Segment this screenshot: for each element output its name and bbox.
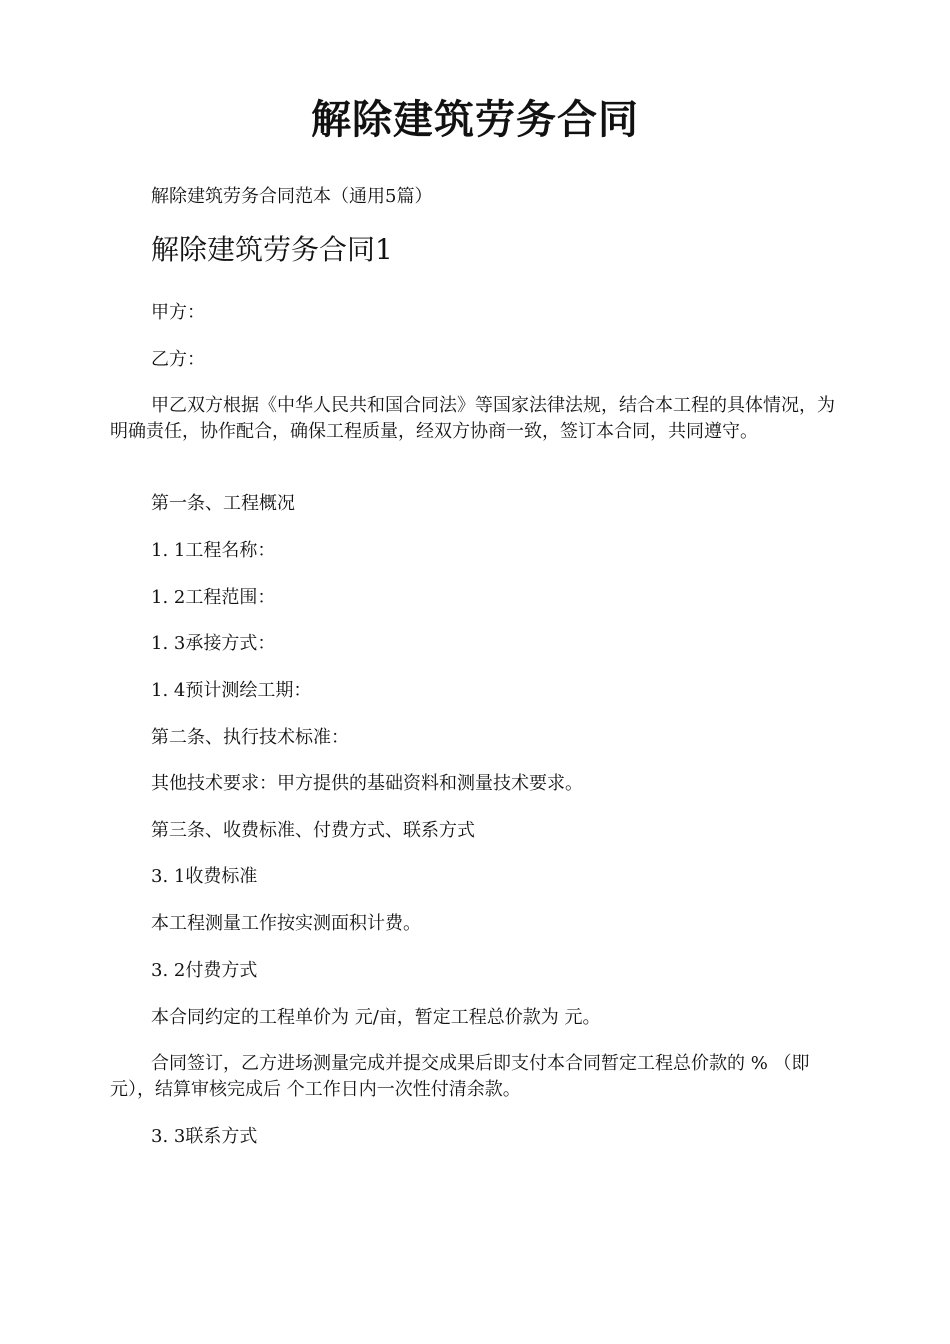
paragraph-unit-price: 本合同约定的工程单价为 元/亩，暂定工程总价款为 元。 [151, 1007, 601, 1028]
paragraph-item-1-2: 1. 2工程范围： [151, 587, 276, 608]
paragraph-article-2: 第二条、执行技术标准： [151, 727, 349, 748]
paragraph-party-b: 乙方： [151, 349, 205, 370]
section-heading: 解除建筑劳务合同1 [151, 233, 393, 266]
document-title: 解除建筑劳务合同 [311, 96, 639, 143]
paragraph-payment-terms: 合同签订，乙方进场测量完成并提交成果后即支付本合同暂定工程总价款的 % （即 元），结算审核完成后 个工作日内一次性付清余款。 [110, 1053, 810, 1100]
paragraph-item-3-1: 3. 1收费标准 [151, 866, 258, 887]
paragraph-preamble: 甲乙双方根据《中华人民共和国合同法》等国家法律法规，结合本工程的具体情况，为明确责任，协作配合，确保工程质量，经双方协商一致，签订本合同，共同遵守。 [110, 395, 835, 442]
paragraph-item-3-3: 3. 3联系方式 [151, 1126, 258, 1147]
paragraph-fee-basis: 本工程测量工作按实测面积计费。 [151, 913, 421, 934]
document-subtitle: 解除建筑劳务合同范本（通用5篇） [151, 186, 433, 207]
paragraph-item-1-3: 1. 3承接方式： [151, 633, 276, 654]
paragraph-article-3: 第三条、收费标准、付费方式、联系方式 [151, 820, 475, 841]
paragraph-item-1-1: 1. 1工程名称： [151, 540, 276, 561]
paragraph-item-1-4: 1. 4预计测绘工期： [151, 680, 312, 701]
paragraph-party-a: 甲方： [151, 302, 205, 323]
paragraph-tech-requirements: 其他技术要求：甲方提供的基础资料和测量技术要求。 [151, 773, 583, 794]
paragraph-item-3-2: 3. 2付费方式 [151, 960, 258, 981]
paragraph-article-1: 第一条、工程概况 [151, 493, 295, 514]
